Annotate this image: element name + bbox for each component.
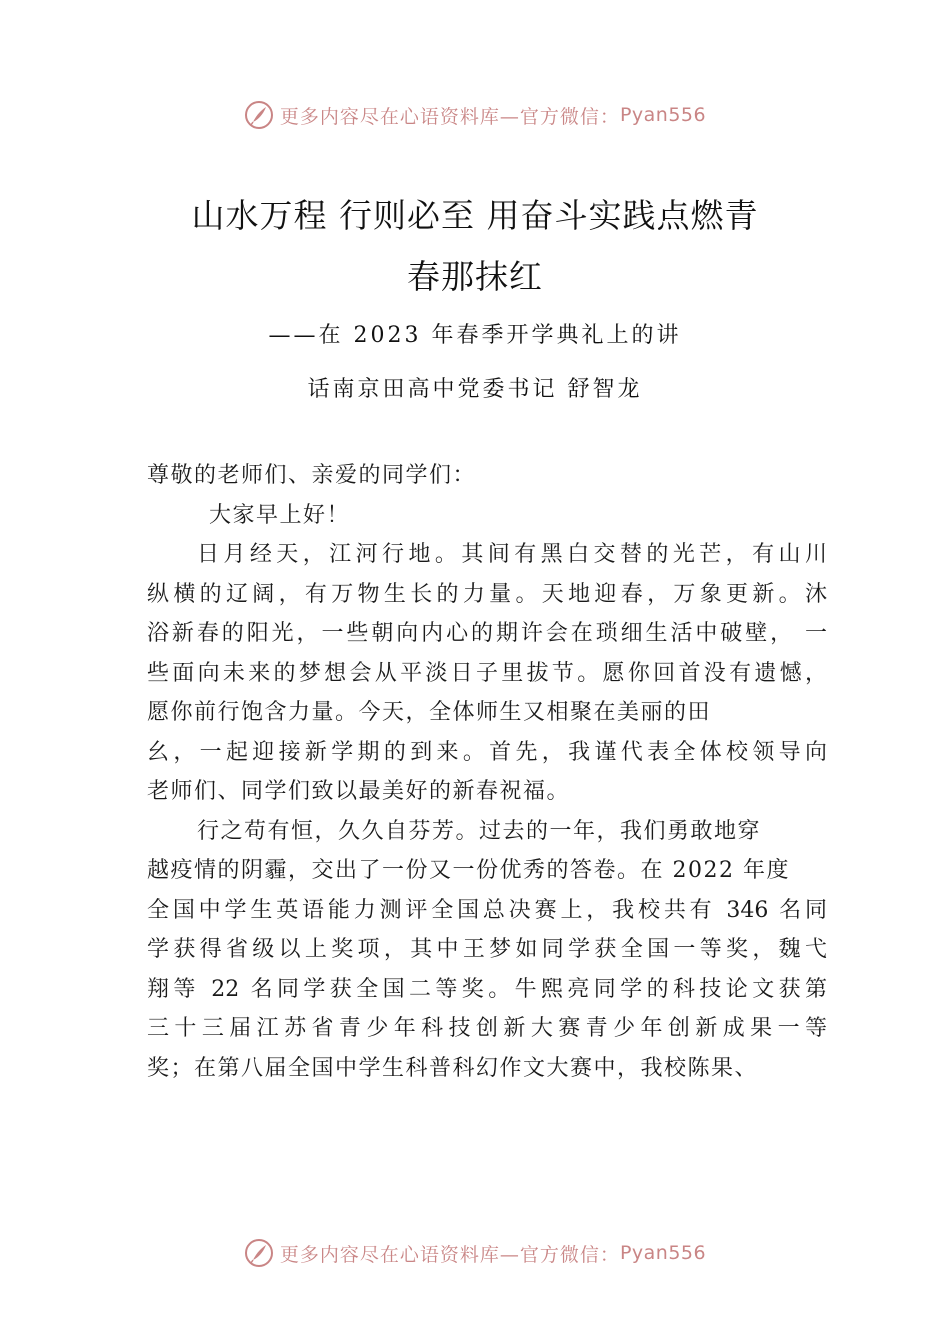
paragraph-line: 翔等 22 名同学获全国二等奖。牛熙亮同学的科技论文获第 xyxy=(147,976,827,1002)
paragraph-line: 越疫情的阴霾，交出了一份又一份优秀的答卷。在 2022 年度 xyxy=(147,858,790,883)
watermark-label: —官方微信： xyxy=(499,1243,620,1266)
paragraph-line: 学获得省级以上奖项，其中王梦如同学获全国一等奖，魏弋 xyxy=(147,937,827,962)
paragraph-line: 纵横的辽阔，有万物生长的力量。天地迎春，万象更新。沐 xyxy=(147,581,827,607)
watermark-wechat-id: Pyan556 xyxy=(619,104,707,126)
paragraph-line: 幺，一起迎接新学期的到来。首先，我谨代表全体校领导向 xyxy=(147,739,827,765)
paragraph-line: 愿你前行饱含力量。今天，全体师生又相聚在美丽的田 xyxy=(147,700,712,725)
speech-body xyxy=(147,456,827,1088)
quill-logo-icon xyxy=(244,1238,274,1268)
salutation: 尊敬的老师们、亲爱的同学们： xyxy=(147,463,477,488)
paragraph-line: 些面向未来的梦想会从平淡日子里拔节。愿你回首没有遗憾， xyxy=(147,660,827,686)
page-title-line-1: 山水万程 行则必至 用奋斗实践点燃青 xyxy=(191,196,759,235)
watermark-brand: 更多内容尽在心语资料库 xyxy=(279,105,500,128)
subtitle-line-1: ——在 2023 年春季开学典礼上的讲 xyxy=(268,323,682,348)
quill-logo-icon xyxy=(244,100,274,130)
page-title-line-2: 春那抹红 xyxy=(407,257,543,296)
paragraph-line: 三十三届江苏省青少年科技创新大赛青少年创新成果一等 xyxy=(147,1016,827,1041)
subtitle-line-2: 话南京田高中党委书记 舒智龙 xyxy=(307,377,643,402)
paragraph-line: 日月经天，江河行地。其间有黑白交替的光芒，有山川 xyxy=(197,542,827,567)
watermark-label: —官方微信： xyxy=(499,105,620,128)
paragraph-line: 行之苟有恒，久久自芬芳。过去的一年，我们勇敢地穿 xyxy=(197,818,762,844)
paragraph-line: 老师们、同学们致以最美好的新春祝福。 xyxy=(147,779,571,804)
greeting: 大家早上好！ xyxy=(209,502,351,528)
watermark-wechat-id: Pyan556 xyxy=(619,1242,707,1264)
paragraph-line: 浴新春的阳光，一些朝向内心的期许会在琐细生活中破壁， 一 xyxy=(147,621,827,646)
watermark-brand: 更多内容尽在心语资料库 xyxy=(279,1243,500,1266)
watermark-header xyxy=(0,95,950,135)
paragraph-line: 奖；在第八届全国中学生科普科幻作文大赛中，我校陈果、 xyxy=(147,1055,759,1081)
watermark-footer xyxy=(0,1233,950,1273)
paragraph-line: 全国中学生英语能力测评全国总决赛上，我校共有 346 名同 xyxy=(147,897,827,923)
